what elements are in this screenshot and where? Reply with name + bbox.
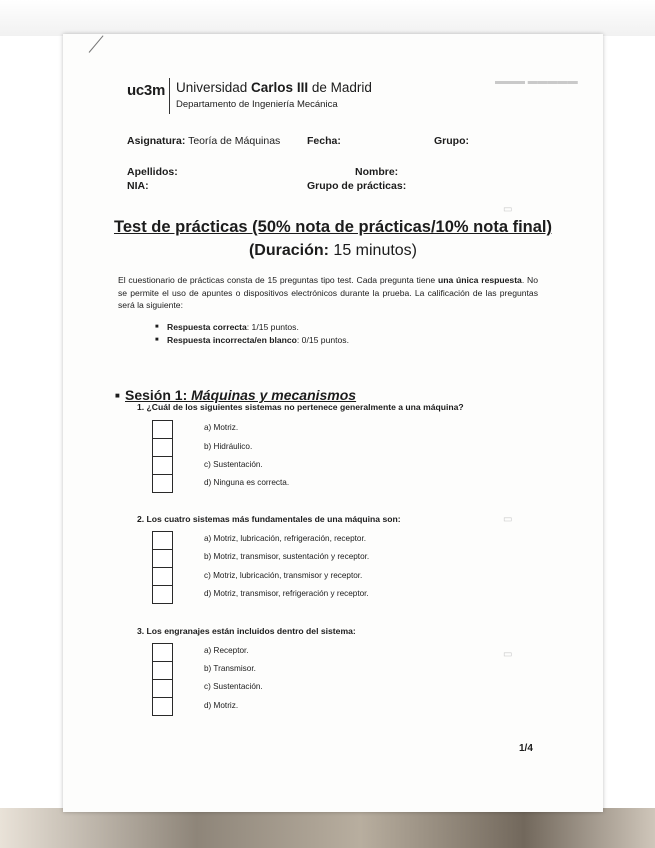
answer-box[interactable] — [152, 567, 173, 586]
logo-divider — [169, 78, 170, 114]
answer-box[interactable] — [152, 456, 173, 475]
bleed-through: ▭ — [503, 649, 513, 660]
nombre-field: Nombre: — [355, 166, 399, 178]
option: d) Motriz, transmisor, refrigeración y receptor. — [204, 589, 369, 598]
question-3: 3. Los engranajes están incluidos dentro del sistema: — [137, 626, 356, 636]
department-name: Departamento de Ingeniería Mecánica — [176, 99, 338, 110]
nia-field: NIA: — [127, 180, 149, 192]
answer-box[interactable] — [152, 549, 173, 568]
answer-box[interactable] — [152, 697, 173, 716]
fecha-field: Fecha: — [307, 135, 341, 147]
option: a) Motriz. — [204, 423, 239, 432]
page-number: 1/4 — [519, 743, 533, 754]
answer-box[interactable] — [152, 643, 173, 662]
option: c) Sustentación. — [204, 460, 263, 469]
option: d) Ninguna es correcta. — [204, 478, 290, 487]
instructions-paragraph: El cuestionario de prácticas consta de 15 preguntas tipo test. Cada pregunta tiene una única respuesta. No se permite el uso de apuntes o dispositivos electrónicos durante la prueba. La calificación de las preguntas será la siguiente: — [118, 275, 538, 310]
pen-mark — [89, 35, 104, 52]
option: b) Transmisor. — [204, 664, 256, 673]
scoring-incorrect: ■ Respuesta incorrecta/en blanco: 0/15 puntos. — [167, 335, 349, 345]
option: b) Hidráulico. — [204, 442, 253, 451]
exam-page — [63, 34, 603, 812]
bleed-through: ▭ — [503, 204, 513, 215]
test-title: Test de prácticas (50% nota de prácticas/10% nota final) — [113, 218, 552, 236]
background-top — [0, 0, 655, 36]
answer-box[interactable] — [152, 531, 173, 550]
answer-box[interactable] — [152, 474, 173, 493]
bleed-through: ▬▬▬ ▬▬▬▬▬ — [495, 76, 578, 87]
option: b) Motriz, transmisor, sustentación y receptor. — [204, 552, 370, 561]
logo-uc3m: uc3m — [127, 82, 165, 99]
option: a) Receptor. — [204, 646, 249, 655]
bleed-through: ▭ — [503, 514, 513, 525]
question-1: 1. ¿Cuál de los siguientes sistemas no pertenece generalmente a una máquina? — [137, 402, 464, 412]
apellidos-field: Apellidos: — [127, 166, 178, 178]
asignatura-field: Asignatura: Teoría de Máquinas — [127, 135, 281, 147]
option: d) Motriz. — [204, 701, 239, 710]
background-floor — [0, 808, 655, 848]
answer-box[interactable] — [152, 679, 173, 698]
scoring-correct: ■ Respuesta correcta: 1/15 puntos. — [167, 322, 299, 332]
answer-box[interactable] — [152, 438, 173, 457]
answer-box[interactable] — [152, 420, 173, 439]
option: c) Sustentación. — [204, 682, 263, 691]
section-heading: ■ Sesión 1: Máquinas y mecanismos — [125, 387, 356, 403]
question-2: 2. Los cuatro sistemas más fundamentales de una máquina son: — [137, 514, 401, 524]
test-duration: (Duración: 15 minutos) — [248, 242, 418, 259]
answer-box[interactable] — [152, 661, 173, 680]
university-name: Universidad Carlos III de Madrid — [176, 80, 372, 95]
grupo-practicas-field: Grupo de prácticas: — [307, 180, 407, 192]
answer-box[interactable] — [152, 585, 173, 604]
option: a) Motriz, lubricación, refrigeración, receptor. — [204, 534, 366, 543]
option: c) Motriz, lubricación, transmisor y receptor. — [204, 571, 363, 580]
grupo-field: Grupo: — [434, 135, 469, 147]
